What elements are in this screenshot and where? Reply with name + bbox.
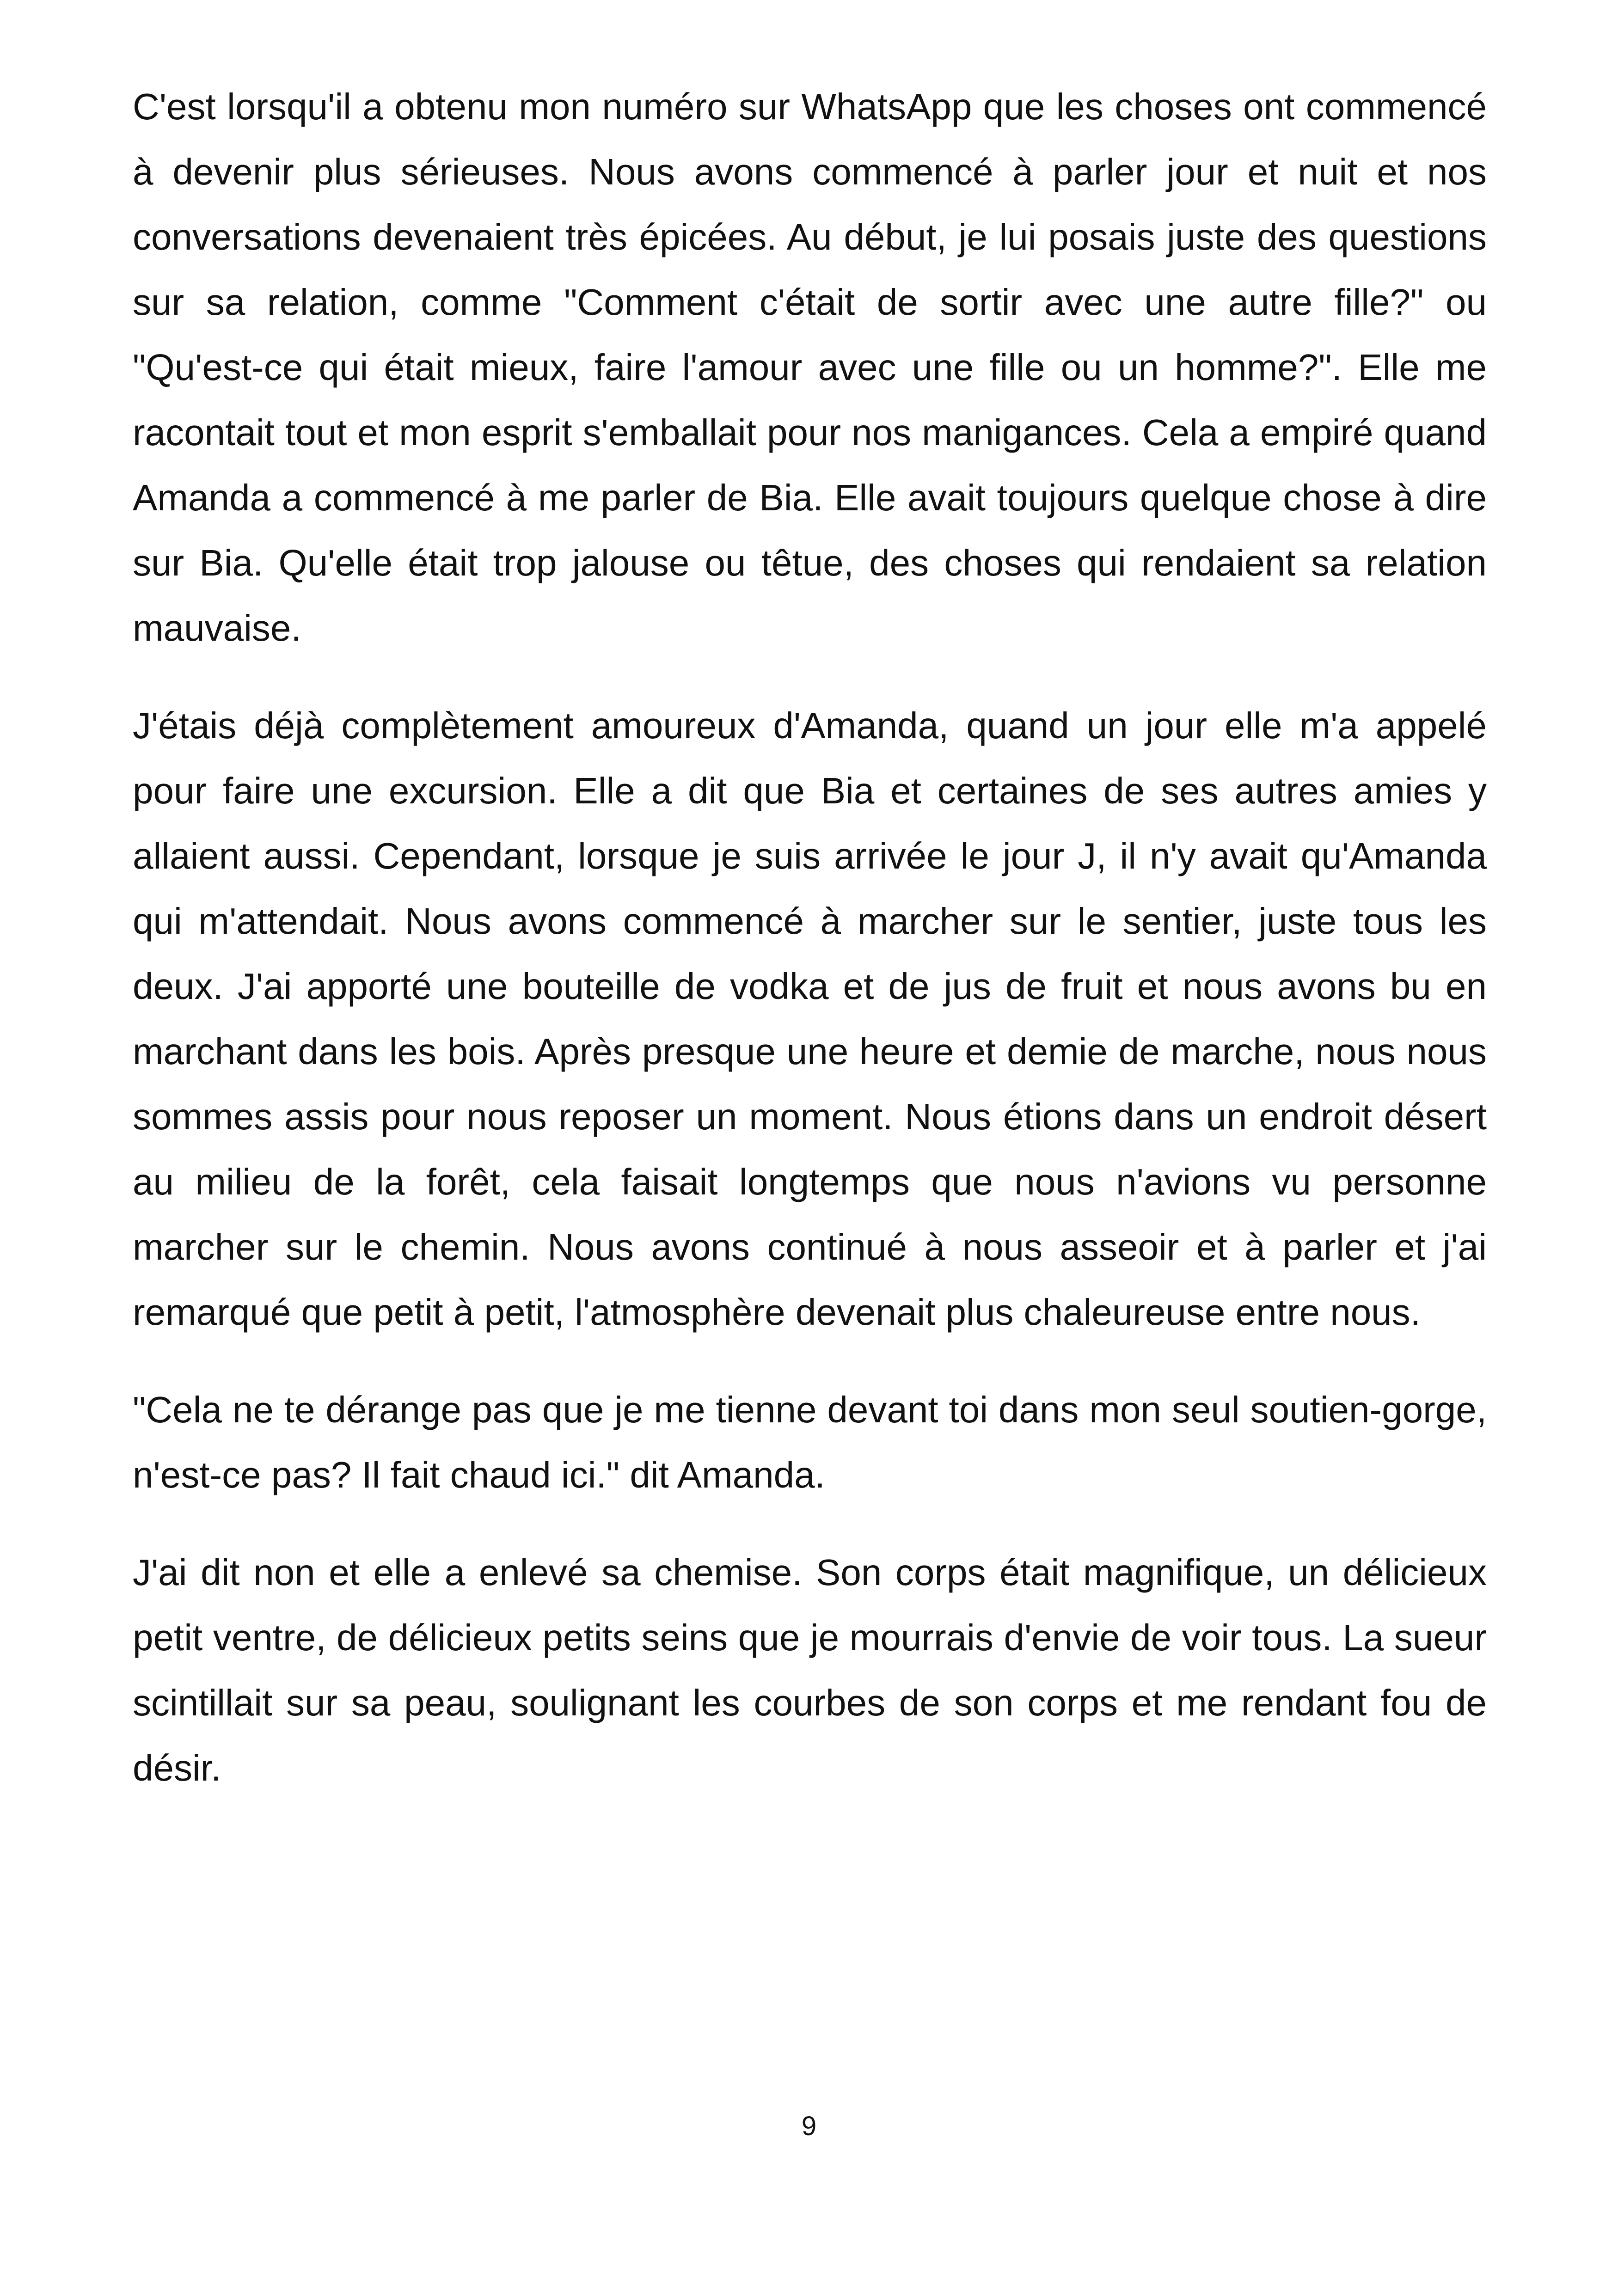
paragraph-4: J'ai dit non et elle a enlevé sa chemise. Son corps était magnifique, un délicieux petit ventre, de délicieux petits seins que je mourrais d'envie de voir tous. La sueur scintillait sur sa peau, soulignant les courbes de son corps et me rendant fou de désir. xyxy=(133,1552,1487,1788)
page-number: 9 xyxy=(801,2111,817,2141)
paragraph-1: C'est lorsqu'il a obtenu mon numéro sur WhatsApp que les choses ont commencé à devenir plus sérieuses. Nous avons commencé à parler jour et nuit et nos conversations devenaient très épicées. Au début, je lui posais juste des questions sur sa relation, comme "Comment c'était de sortir avec une autre fille?" ou "Qu'est-ce qui était mieux, faire l'amour avec une fille ou un homme?". Elle me racontait tout et mon esprit s'emballait pour nos manigances. Cela a empiré quand Amanda a commencé à me parler de Bia. Elle avait toujours quelque chose à dire sur Bia. Qu'elle était trop jalouse ou têtue, des choses qui rendaient sa relation mauvaise. xyxy=(133,86,1487,649)
paragraph-2: J'étais déjà complètement amoureux d'Amanda, quand un jour elle m'a appelé pour faire une excursion. Elle a dit que Bia et certaines de ses autres amies y allaient aussi. Cependant, lorsque je suis arrivée le jour J, il n'y avait qu'Amanda qui m'attendait. Nous avons commencé à marcher sur le sentier, juste tous les deux. J'ai apporté une bouteille de vodka et de jus de fruit et nous avons bu en marchant dans les bois. Après presque une heure et demie de marche, nous nous sommes assis pour nous reposer un moment. Nous étions dans un endroit désert au milieu de la forêt, cela faisait longtemps que nous n'avions vu personne marcher sur le chemin. Nous avons continué à nous asseoir et à parler et j'ai remarqué que petit à petit, l'atmosphère devenait plus chaleureuse entre nous. xyxy=(133,705,1487,1333)
paragraph-3: "Cela ne te dérange pas que je me tienne devant toi dans mon seul soutien-gorge, n'est-ce pas? Il fait chaud ici." dit Amanda. xyxy=(133,1389,1487,1495)
body-text xyxy=(133,74,1487,1833)
